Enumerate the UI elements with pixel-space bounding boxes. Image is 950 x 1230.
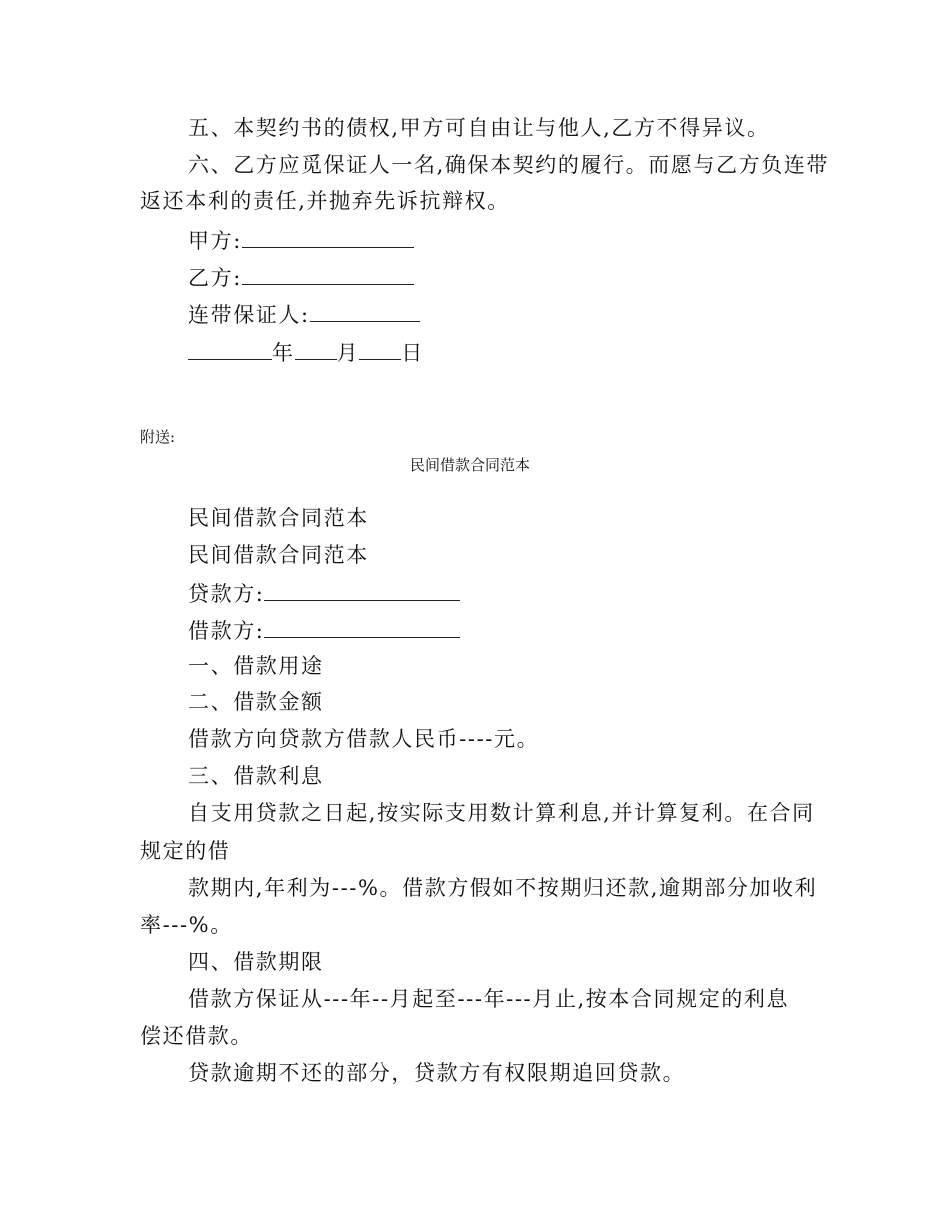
contract-heading-2: 民间借款合同范本 xyxy=(188,543,369,567)
year-label: 年 xyxy=(272,341,295,365)
guarantor-label: 连带保证人: xyxy=(188,303,310,327)
lender-line xyxy=(188,582,460,605)
clause-5: 五、本契约书的债权,甲方可自由让与他人,乙方不得异议。 xyxy=(188,116,770,140)
month-blank xyxy=(295,341,337,360)
month-label: 月 xyxy=(336,341,360,365)
clause-6-line-2: 返还本利的责任,并抛弃先诉抗辩权。 xyxy=(140,189,510,213)
section-3-heading: 三、借款利息 xyxy=(188,764,324,788)
clause-6-line-1: 六、乙方应觅保证人一名,确保本契约的履行。而愿与乙方负连带 xyxy=(188,153,830,177)
guarantor-signature-line xyxy=(188,303,420,326)
borrower-line xyxy=(188,619,460,642)
date-line xyxy=(188,341,424,364)
party-b-signature-line xyxy=(188,266,414,289)
section-4-heading: 四、借款期限 xyxy=(188,950,324,974)
appendix-label: 附送: xyxy=(140,428,176,446)
day-label: 日 xyxy=(401,341,424,365)
day-blank xyxy=(359,341,401,360)
year-blank xyxy=(188,341,272,360)
party-b-blank xyxy=(242,266,414,285)
contract-heading-1: 民间借款合同范本 xyxy=(188,506,369,530)
lender-blank xyxy=(264,582,460,601)
borrower-blank xyxy=(264,619,460,638)
lender-label: 贷款方: xyxy=(188,582,265,606)
section-3-line-1: 自支用贷款之日起,按实际支用数计算利息,并计算复利。在合同 xyxy=(188,801,815,825)
section-3-line-4: 率---%。 xyxy=(140,913,233,937)
borrower-label: 借款方: xyxy=(188,619,265,643)
section-3-line-2: 规定的借 xyxy=(140,839,231,863)
appendix-title: 民间借款合同范本 xyxy=(410,456,531,474)
section-4-line-3: 贷款逾期不还的部分，贷款方有权限期追回贷款。 xyxy=(188,1061,686,1085)
guarantor-blank xyxy=(310,303,420,322)
party-a-signature-line xyxy=(188,229,414,252)
section-2-heading: 二、借款金额 xyxy=(188,690,324,714)
section-1-heading: 一、借款用途 xyxy=(188,654,324,678)
section-4-line-1: 借款方保证从---年--月起至---年---月止,按本合同规定的利息 xyxy=(188,987,790,1011)
party-a-blank xyxy=(242,229,414,248)
party-b-label: 乙方: xyxy=(188,266,242,290)
party-a-label: 甲方: xyxy=(188,229,242,253)
section-2-text: 借款方向贷款方借款人民币----元。 xyxy=(188,727,540,751)
section-3-line-3: 款期内,年利为---%。借款方假如不按期归还款,逾期部分加收利 xyxy=(188,876,818,900)
section-4-line-2: 偿还借款。 xyxy=(140,1024,253,1048)
